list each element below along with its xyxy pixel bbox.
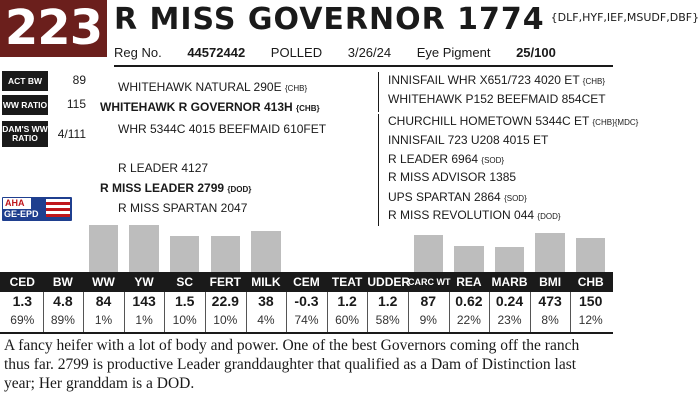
epd-percentile-teat: 60%: [335, 313, 360, 327]
birth-date: 3/26/24: [347, 45, 392, 60]
pedigree-sss-name: INNISFAIL WHR X651/723 4020 ET: [388, 73, 580, 87]
pedigree-sire-name: WHITEHAWK R GOVERNOR 413H: [100, 100, 293, 114]
epd-column-divider: [408, 292, 409, 332]
pedigree-sire-sire-name: WHITEHAWK NATURAL 290E: [118, 80, 282, 94]
pedigree-sire: [100, 100, 320, 114]
pedigree-ddd-name: R MISS REVOLUTION 044: [388, 208, 535, 222]
eye-pigment-label: Eye Pigment: [416, 45, 491, 60]
epd-percentile-ced: 69%: [10, 313, 35, 327]
lot-number: 223: [0, 0, 107, 57]
epd-column-divider: [449, 292, 450, 332]
epd-bar-ww: [89, 225, 118, 272]
epd-header-milk: MILK: [251, 275, 281, 289]
pedigree-sds: [388, 114, 638, 128]
epd-percentile-marb: 23%: [497, 313, 522, 327]
epd-value-bmi: 473: [538, 293, 562, 309]
epd-bar-marb: [495, 247, 524, 272]
epd-bar-milk: [251, 231, 280, 272]
epd-header-ced: CED: [9, 275, 35, 289]
polled-status: POLLED: [270, 45, 323, 60]
stat-value-ww-ratio: 115: [66, 97, 86, 111]
pedigree-dsd: R MISS ADVISOR 1385: [388, 170, 517, 184]
pedigree-ddd-code: {DOD}: [537, 212, 561, 221]
pedigree-sss-code: {CHB}: [582, 77, 606, 86]
epd-value-cem: -0.3: [294, 293, 319, 309]
epd-bar-rea: [454, 246, 483, 272]
epd-percentile-bw: 89%: [50, 313, 75, 327]
reg-number: 44572442: [187, 45, 246, 60]
pedigree-dss-name: R LEADER 6964: [388, 152, 479, 166]
pedigree-dds-code: {SOD}: [504, 194, 527, 203]
stat-label-act-bw: ACT BW: [2, 71, 48, 91]
epd-column-divider: [246, 292, 247, 332]
epd-column-divider: [83, 292, 84, 332]
epd-bar-fert: [211, 236, 240, 272]
pedigree-sire-sire-code: {CHB}: [284, 84, 308, 93]
epd-value-carc-wt: 87: [420, 293, 437, 309]
epd-bar-chb: [576, 238, 605, 272]
epd-value-fert: 22.9: [211, 293, 239, 309]
epd-column-divider: [367, 292, 368, 332]
stat-value-act-bw: 89: [72, 73, 86, 87]
epd-value-ww: 84: [95, 293, 112, 309]
epd-percentile-ww: 1%: [94, 313, 113, 327]
header-divider: [114, 65, 613, 67]
epd-value-rea: 0.62: [455, 293, 483, 309]
pedigree-dds: [388, 190, 527, 204]
epd-value-marb: 0.24: [495, 293, 524, 309]
epd-bar-sc: [170, 236, 199, 272]
epd-value-milk: 38: [258, 293, 274, 309]
epd-header-marb: MARB: [491, 275, 528, 289]
pedigree-bracket: [378, 72, 379, 112]
aha-ge-epd-logo: [2, 197, 72, 221]
eye-pigment-group: [417, 45, 556, 60]
epd-header-row: [0, 272, 613, 292]
epd-percentile-bars: [0, 222, 613, 272]
epd-value-bw: 4.8: [53, 293, 73, 309]
epd-value-chb: 150: [579, 293, 603, 309]
epd-value-ced: 1.3: [12, 293, 33, 309]
pedigree-sdd: INNISFAIL 723 U208 4015 ET: [388, 133, 549, 147]
pedigree-ssd: WHITEHAWK P152 BEEFMAID 854CET: [388, 92, 606, 106]
epd-value-udder: 1.2: [377, 293, 398, 309]
epd-bottom-divider: [0, 332, 613, 334]
animal-title: [114, 2, 699, 37]
epd-header-bw: BW: [52, 275, 73, 289]
epd-header-sc: SC: [176, 275, 194, 289]
pedigree-bracket: [378, 190, 379, 226]
epd-header-teat: TEAT: [331, 275, 363, 289]
epd-percentile-chb: 12%: [578, 313, 603, 327]
pedigree-sds-name: CHURCHILL HOMETOWN 5344C ET: [388, 114, 590, 128]
epd-column-divider: [327, 292, 328, 332]
pedigree-sire-dam: WHR 5344C 4015 BEEFMAID 610FET: [118, 122, 327, 136]
pedigree-ddd: [388, 208, 561, 222]
epd-percentile-carc-wt: 9%: [419, 313, 437, 327]
epd-value-sc: 1.5: [174, 293, 195, 309]
pedigree-dds-name: UPS SPARTAN 2864: [388, 190, 501, 204]
epd-header-bmi: BMI: [539, 275, 562, 289]
aha-logo-text: AHA: [3, 198, 31, 209]
epd-header-yw: YW: [134, 275, 154, 289]
epd-header-carc-wt: CARC WT: [408, 277, 451, 287]
epd-percentile-bmi: 8%: [541, 313, 559, 327]
epd-percentile-rea: 22%: [456, 313, 481, 327]
epd-value-teat: 1.2: [337, 293, 357, 309]
pedigree-dam-sire: R LEADER 4127: [118, 161, 209, 175]
stat-label-dams-ww-ratio: DAM'S WW RATIO: [2, 121, 48, 147]
animal-name: R MISS GOVERNOR 1774: [114, 2, 545, 37]
flag-icon: [46, 199, 70, 217]
registration-line: [114, 45, 578, 60]
stat-value-dams-ww-ratio: 4/111: [57, 127, 86, 141]
epd-percentile-cem: 74%: [294, 313, 319, 327]
epd-header-udder: UDDER: [367, 275, 411, 289]
epd-header-rea: REA: [456, 275, 482, 289]
pedigree-dam-name: R MISS LEADER 2799: [100, 181, 225, 195]
epd-bar-carc-wt: [414, 235, 443, 272]
epd-header-ww: WW: [92, 275, 115, 289]
pedigree-sire-code: {CHB}: [296, 104, 320, 113]
epd-percentile-fert: 10%: [213, 313, 238, 327]
epd-column-divider: [286, 292, 287, 332]
reg-number-group: [114, 45, 245, 60]
pedigree-bracket: [378, 114, 379, 154]
epd-percentile-milk: 4%: [257, 313, 275, 327]
eye-pigment-value: 25/100: [516, 45, 556, 60]
epd-column-divider: [43, 292, 44, 332]
epd-column-divider: [570, 292, 571, 332]
pedigree-dss-code: {SOD}: [481, 156, 505, 165]
epd-percentile-yw: 1%: [135, 313, 153, 327]
epd-percentile-udder: 58%: [375, 313, 400, 327]
epd-value-yw: 143: [132, 293, 156, 309]
epd-bar-bmi: [535, 233, 564, 272]
epd-column-divider: [489, 292, 490, 332]
reg-label: Reg No.: [114, 45, 162, 60]
epd-header-cem: CEM: [293, 275, 320, 289]
pedigree-dam: [100, 181, 251, 195]
pedigree-sds-code: {CHB}{MDC}: [592, 118, 639, 127]
pedigree-dam-dam: R MISS SPARTAN 2047: [118, 201, 248, 215]
pedigree-sire-sire: [118, 80, 307, 94]
epd-column-divider: [530, 292, 531, 332]
epd-column-divider: [164, 292, 165, 332]
epd-column-divider: [205, 292, 206, 332]
epd-header-chb: CHB: [577, 275, 604, 289]
lot-description: A fancy heifer with a lot of body and power. One of the best Governors coming off the ranch thus far. 2799 is productive Leader granddaughter that qualified as a Dam of Distinction last year; Her granddam is a DOD.: [4, 337, 580, 392]
ge-epd-logo-text: GE-EPD: [4, 209, 39, 219]
stat-label-ww-ratio: WW RATIO: [2, 95, 48, 115]
epd-column-divider: [124, 292, 125, 332]
pedigree-dam-code: {DOD}: [227, 185, 252, 194]
title-codes: {DLF,HYF,IEF,MSUDF,DBF}: [550, 11, 699, 24]
epd-bar-yw: [129, 225, 158, 272]
pedigree-sss: [388, 73, 605, 87]
pedigree-bracket: [378, 152, 379, 190]
epd-header-fert: FERT: [209, 275, 241, 289]
pedigree-dss: [388, 152, 504, 166]
epd-percentile-sc: 10%: [172, 313, 197, 327]
